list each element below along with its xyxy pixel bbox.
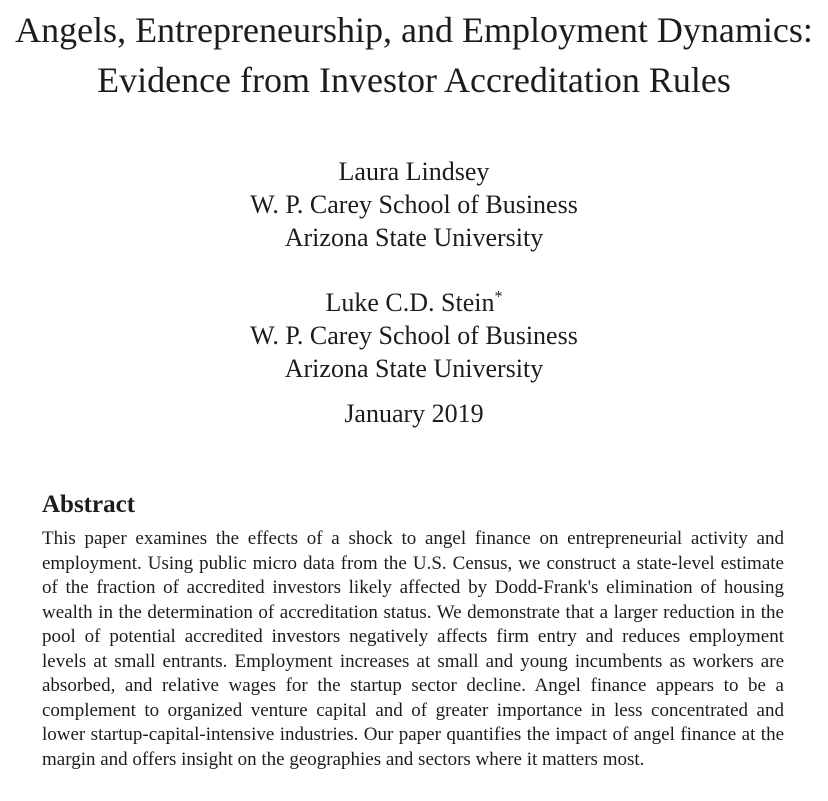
author-2-affiliation-university: Arizona State University (284, 354, 544, 383)
paper-title-line-2: Evidence from Investor Accreditation Rules (97, 60, 731, 100)
paper-date: January 2019 (344, 399, 484, 428)
author-1-name: Laura Lindsey (338, 157, 490, 186)
paper-title (0, 0, 828, 105)
abstract-text: This paper examines the effects of a shock to angel finance on entrepreneurial activity and employment. Using public micro data from the U.S. Census, we construct a state-level estimate of the fraction of accredited investors likely affected by Dodd-Frank's elimination of housing wealth in the determination of accreditation status. We demonstrate that a larger reduction in the pool of potential accredited investors negatively affects firm entry and reduces employment levels at small entrants. Employment increases at small and young incumbents as workers are absorbed, and relative wages for the startup sector decline. Angel finance appears to be a complement to organized venture capital and of greater importance in less concentrated and lower startup-capital-intensive industries. Our paper quantifies the impact of angel finance at the margin and offers insight on the geographies and sectors where it matters most. (42, 528, 784, 770)
author-block-2 (0, 286, 828, 385)
author-2-affiliation-school: W. P. Carey School of Business (250, 321, 578, 350)
author-1-affiliation-university: Arizona State University (284, 223, 544, 252)
abstract-heading: Abstract (42, 491, 136, 518)
author-1-name-line (0, 155, 828, 188)
author-block-1 (0, 155, 828, 254)
author-2-footnote-marker: * (494, 288, 503, 306)
abstract-section (42, 490, 784, 772)
author-2-name-line (0, 286, 828, 319)
paper-title-line-1: Angels, Entrepreneurship, and Employment Dynamics: (15, 10, 813, 50)
author-1-affiliation-school: W. P. Carey School of Business (250, 190, 578, 219)
author-2-name: Luke C.D. Stein (325, 288, 495, 317)
